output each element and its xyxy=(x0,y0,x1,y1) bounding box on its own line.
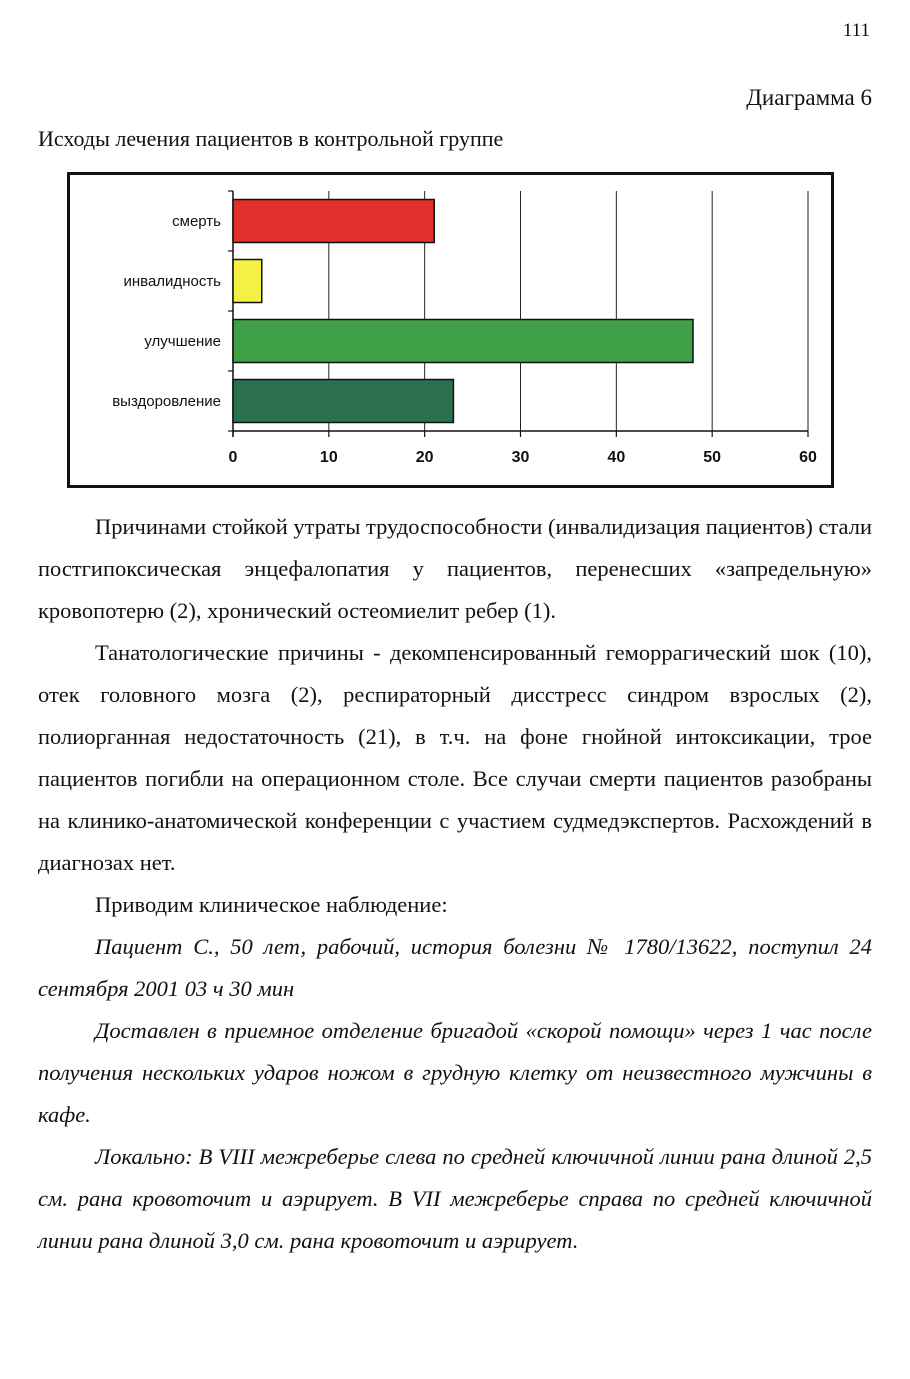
paragraph-clinical-intro: Приводим клиническое наблюдение: xyxy=(95,892,448,917)
paragraph-death-causes: Танатологические причины - декомпенсированный геморрагический шок (10), отек головного мозга (2), респираторный дисстресс синдром взрослых (2), полиорганная недостаточность (21), в т.ч. на фоне гнойной интоксикации, трое пациентов погибли на операционном столе. Все случаи смерти пациентов разобраны на клинико-анатомической конференции с участием судмедэкспертов. Расхождений в диагнозах нет. xyxy=(38,640,872,875)
bar-2 xyxy=(233,320,693,363)
x-tick-label: 0 xyxy=(228,449,238,466)
chart-title: Исходы лечения пациентов в контрольной группе xyxy=(38,126,504,151)
category-label: смерть xyxy=(172,213,221,230)
paragraph-local-status: Локально: В VIII межреберье слева по средней ключичной линии рана длиной 2,5 см. рана кровоточит и аэрирует. В VII межреберье справа по средней ключичной линии рана длиной 3,0 см. рана кровоточит и аэрирует. xyxy=(38,1144,872,1253)
chart-canvas xyxy=(70,175,831,485)
bar-1 xyxy=(233,260,262,303)
bar-0 xyxy=(233,200,434,243)
x-tick-label: 40 xyxy=(607,449,626,466)
paragraph-admission: Доставлен в приемное отделение бригадой «скорой помощи» через 1 час после получения нескольких ударов ножом в грудную клетку от неизвестного мужчины в кафе. xyxy=(38,1018,872,1127)
x-tick-label: 30 xyxy=(511,449,530,466)
page-number: 111 xyxy=(842,20,870,41)
paragraph-patient-info: Пациент С., 50 лет, рабочий, история болезни № 1780/13622, поступил 24 сентября 2001 03 ч 30 мин xyxy=(38,934,872,1001)
category-label: выздоровление xyxy=(112,393,221,410)
category-label: улучшение xyxy=(144,333,221,350)
x-tick-label: 60 xyxy=(799,449,817,466)
x-tick-label: 50 xyxy=(703,449,722,466)
x-tick-label: 10 xyxy=(319,449,338,466)
bar-3 xyxy=(233,380,453,423)
paragraph-disability-causes: Причинами стойкой утраты трудоспособности (инвалидизация пациентов) стали постгипоксическая энцефалопатия у пациентов, перенесших «запредельную» кровопотерю (2), хронический остеомиелит ребер (1). xyxy=(38,514,872,623)
bar-chart xyxy=(67,172,834,488)
diagram-label: Диаграмма 6 xyxy=(746,85,872,110)
body-text xyxy=(38,506,872,1262)
category-label: инвалидность xyxy=(123,273,221,290)
x-tick-label: 20 xyxy=(415,449,434,466)
